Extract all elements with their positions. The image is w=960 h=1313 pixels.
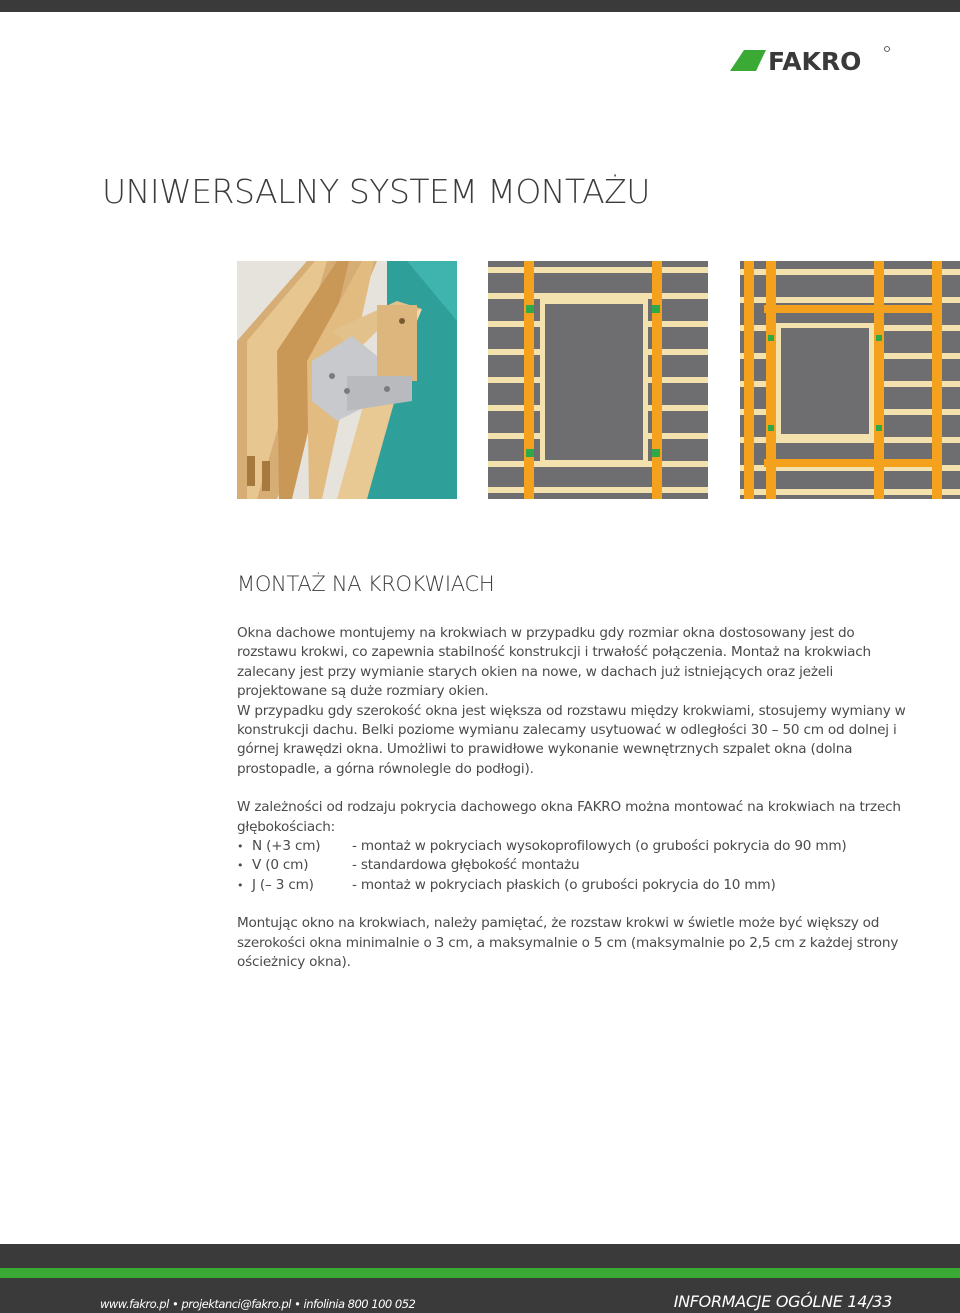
footer-page-number: INFORMACJE OGÓLNE 14/33 <box>673 1292 892 1311</box>
depth-desc: - montaż w pokryciach płaskich (o grubości pokrycia do 10 mm) <box>352 876 776 893</box>
footer-bar <box>0 1244 960 1268</box>
paragraph-intro: Okna dachowe montujemy na krokwiach w przypadku gdy rozmiar okna dostosowany jest do rozstawu krokwi, co zapewnia stabilność konstrukcji i trwałość połączenia. Montaż na krokwiach zalecany jest przy wymianie starych okien na nowe, w dachach już istniejących oraz jeżeli projektowane są duże rozmiary okien. <box>237 625 871 700</box>
depth-label: N (+3 cm) <box>252 838 321 855</box>
body-text <box>237 624 907 973</box>
mounting-bracket-photo <box>237 261 457 499</box>
list-item <box>237 876 907 895</box>
depth-label: J (– 3 cm) <box>252 876 314 893</box>
depth-label: V (0 cm) <box>252 857 309 874</box>
paragraph-closing: Montując okno na krokwiach, należy pamiętać, że rozstaw krokwi w świetle może być większy od szerokości okna minimalnie o 3 cm, a maksymalnie o 5 cm (maksymalnie po 2,5 cm z każdej strony ościeżnicy okna). <box>237 915 899 971</box>
rafter-mounting-diagram <box>488 261 708 499</box>
paragraph-trimmers: W przypadku gdy szerokość okna jest większa od rozstawu między krokwiami, stosujemy wymiany w konstrukcji dachu. Belki poziome wymianu zalecamy usytuować w odległości 30 – 50 cm od dolnej i górnej krawędzi okna. Umożliwi to prawidłowe wykonanie wewnętrznych szpalet okna (dolna prostopadle, a górna równolegle do podłogi). <box>237 702 906 777</box>
depth-list <box>237 837 907 895</box>
footer-contact: www.fakro.pl • projektanci@fakro.pl • infolinia 800 100 052 <box>100 1297 416 1311</box>
footer-accent-stripe <box>0 1268 960 1278</box>
logo-text: FAKRO <box>768 47 862 76</box>
depth-desc: - standardowa głębokość montażu <box>352 857 580 874</box>
depth-desc: - montaż w pokryciach wysokoprofilowych (o grubości pokrycia do 90 mm) <box>352 838 847 855</box>
page-title: UNIWERSALNY SYSTEM MONTAŻU <box>102 172 650 211</box>
fakro-logo <box>730 44 900 78</box>
paragraph-depths: W zależności od rodzaju pokrycia dachowego okna FAKRO można montować na krokwiach na trzech głębokościach: <box>237 799 901 835</box>
list-item <box>237 837 907 856</box>
section-title: MONTAŻ NA KROKWIACH <box>237 572 495 596</box>
top-bar <box>0 0 960 12</box>
list-item <box>237 856 907 875</box>
trimmer-mounting-diagram <box>740 261 960 499</box>
